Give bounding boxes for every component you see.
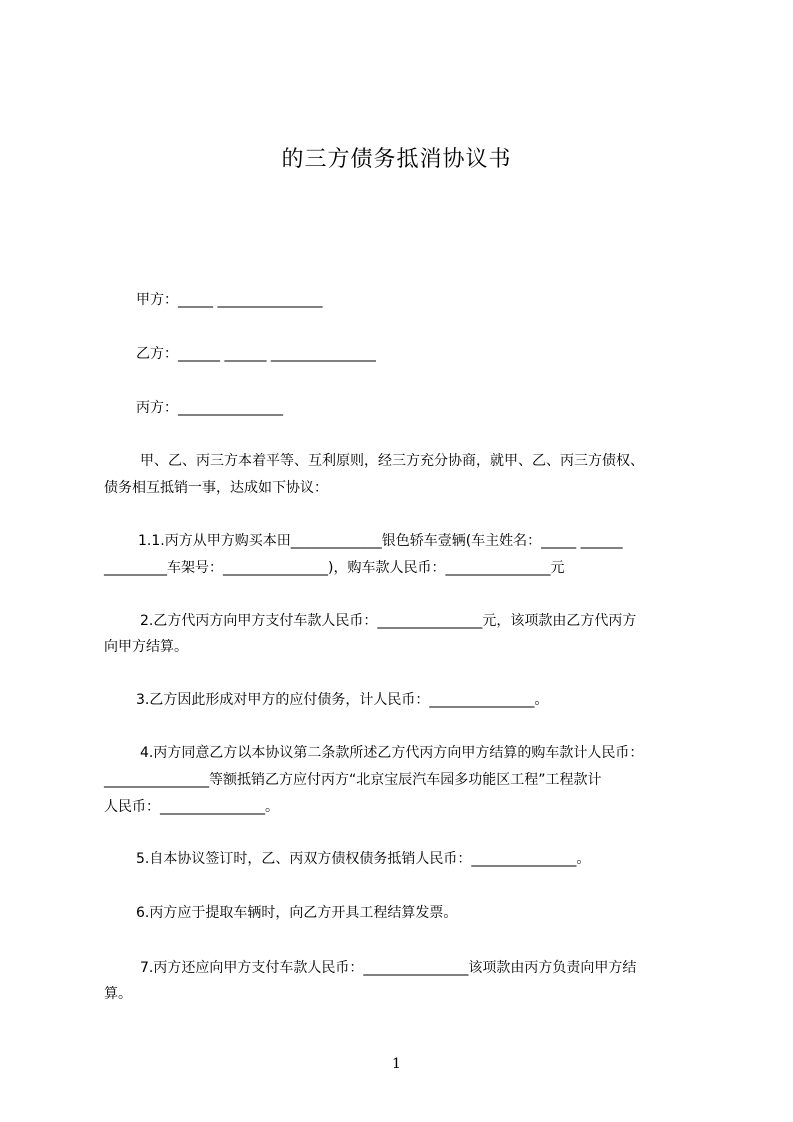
party-c-line: 丙方：_______________	[136, 400, 283, 416]
party-a-line: 甲方：_____ _______________	[136, 292, 323, 308]
intro-line-2: 债务相互抵销一事，达成如下协议：	[104, 480, 328, 496]
clause-5-line-1: 5.自本协议签订时，乙、丙双方债权债务抵销人民币：_______________。	[136, 851, 591, 867]
clause-7-line-2: 算。	[104, 986, 132, 1002]
document-title: 的三方债务抵消协议书	[281, 147, 512, 172]
clause-4-line-1: 4.丙方同意乙方以本协议第二条款所述乙方代丙方向甲方结算的购车款计人民币：	[140, 745, 644, 761]
intro-line-1: 甲、乙、丙三方本着平等、互利原则，经三方充分协商，就甲、乙、丙三方债权、	[140, 453, 644, 469]
clause-4-line-2: _______________等额抵销乙方应付丙方“北京宝辰汽车园多功能区工程”工程款计	[104, 772, 602, 788]
clause-3-line-1: 3.乙方因此形成对甲方的应付债务，计人民币：_______________。	[136, 692, 549, 708]
clause-6-line-1: 6.丙方应于提取车辆时，向乙方开具工程结算发票。	[136, 905, 458, 921]
clause-2-line-2: 向甲方结算。	[104, 639, 188, 655]
clause-1-line-2: _________车架号：_______________)，购车款人民币：_______________元	[104, 560, 565, 576]
clause-4-line-3: 人民币：_______________。	[104, 799, 279, 815]
party-b-line: 乙方：______ ______ _______________	[136, 346, 376, 362]
clause-1-line-1: 1.1.丙方从甲方购买本田_____________银色轿车壹辆(车主姓名：_____ ______	[138, 533, 623, 549]
clause-2-line-1: 2.乙方代丙方向甲方支付车款人民币：_______________元，该项款由乙方代丙方	[140, 613, 637, 629]
page-number: 1	[392, 1056, 401, 1072]
clause-7-line-1: 7.丙方还应向甲方支付车款人民币：_______________该项款由丙方负责向甲方结	[140, 960, 637, 976]
